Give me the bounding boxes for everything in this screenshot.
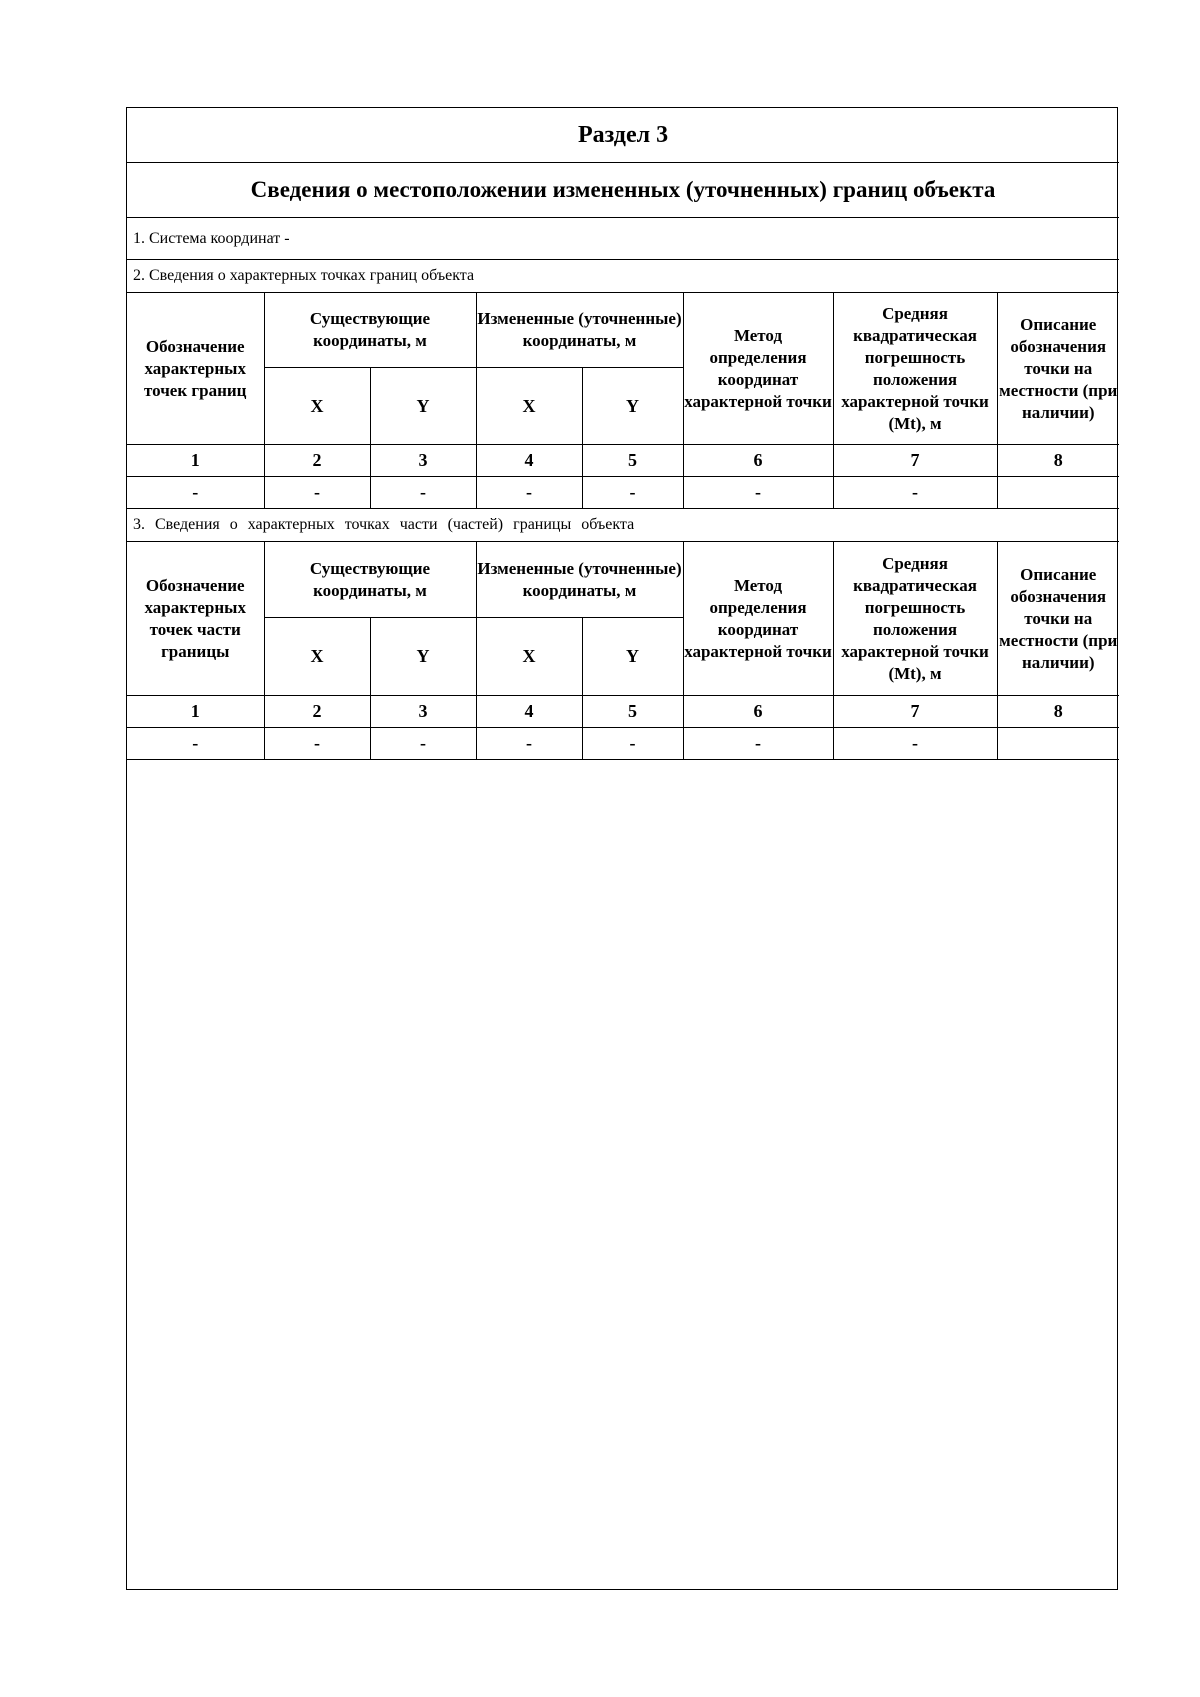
table2-header-y-changed: Y xyxy=(582,618,683,696)
table-cell: - xyxy=(264,477,370,509)
section-title: Раздел 3 xyxy=(127,108,1119,163)
column-number: 6 xyxy=(683,696,833,728)
table-cell: - xyxy=(476,477,582,509)
table2-header-x-existing: X xyxy=(264,618,370,696)
table1-header-x-existing: X xyxy=(264,368,370,445)
table2-header-description: Описание обозначения точки на местности (при наличии) xyxy=(997,542,1119,696)
column-number: 6 xyxy=(683,445,833,477)
coordinate-system: 1. Система координат - xyxy=(127,218,1119,260)
table-cell: - xyxy=(127,728,264,760)
table-row xyxy=(127,477,1119,509)
table2-header-method: Метод определения координат характерной точки xyxy=(683,542,833,696)
table-cell: - xyxy=(370,477,476,509)
section-subtitle: Сведения о местоположении измененных (уточненных) границ объекта xyxy=(127,163,1119,218)
column-number: 3 xyxy=(370,696,476,728)
table-cell: - xyxy=(683,477,833,509)
table1-header-point-designation: Обозначение характерных точек границ xyxy=(127,293,264,445)
table-cell: - xyxy=(476,728,582,760)
column-number: 4 xyxy=(476,696,582,728)
table1-header-error: Средняя квадратическая погрешность положения характерной точки (Mt), м xyxy=(833,293,997,445)
table1-caption: 2. Сведения о характерных точках границ объекта xyxy=(127,260,1119,293)
table-cell: - xyxy=(370,728,476,760)
table2-caption xyxy=(127,509,1119,542)
column-number: 2 xyxy=(264,696,370,728)
column-number: 2 xyxy=(264,445,370,477)
table2-header-point-designation: Обозначение характерных точек части границы xyxy=(127,542,264,696)
table-cell: - xyxy=(582,477,683,509)
table2-header-existing-coords: Существующие координаты, м xyxy=(264,542,476,618)
table1-header-changed-coords: Измененные (уточненные) координаты, м xyxy=(476,293,683,368)
table1-header-x-changed: X xyxy=(476,368,582,445)
table1-header-y-changed: Y xyxy=(582,368,683,445)
table-cell: - xyxy=(683,728,833,760)
table1-header-description: Описание обозначения точки на местности (при наличии) xyxy=(997,293,1119,445)
column-number: 1 xyxy=(127,696,264,728)
section-table xyxy=(127,108,1119,760)
table1-header-existing-coords: Существующие координаты, м xyxy=(264,293,476,368)
table1-column-numbers xyxy=(127,445,1119,477)
table-cell xyxy=(997,728,1119,760)
document-frame xyxy=(126,107,1118,1590)
table-cell: - xyxy=(833,477,997,509)
table2-header-error: Средняя квадратическая погрешность положения характерной точки (Mt), м xyxy=(833,542,997,696)
table-row xyxy=(127,728,1119,760)
column-number: 7 xyxy=(833,445,997,477)
table1-header-y-existing: Y xyxy=(370,368,476,445)
column-number: 3 xyxy=(370,445,476,477)
table2-header-x-changed: X xyxy=(476,618,582,696)
table2-header-y-existing: Y xyxy=(370,618,476,696)
table-cell xyxy=(997,477,1119,509)
column-number: 8 xyxy=(997,696,1119,728)
column-number: 1 xyxy=(127,445,264,477)
table2-column-numbers xyxy=(127,696,1119,728)
table1-header-method: Метод определения координат характерной точки xyxy=(683,293,833,445)
table2-caption-text: 3. Сведения о характерных точках части (частей) границы объекта xyxy=(133,516,635,533)
table-cell: - xyxy=(833,728,997,760)
column-number: 8 xyxy=(997,445,1119,477)
column-number: 5 xyxy=(582,445,683,477)
table-cell: - xyxy=(264,728,370,760)
table-cell: - xyxy=(582,728,683,760)
column-number: 4 xyxy=(476,445,582,477)
column-number: 5 xyxy=(582,696,683,728)
column-number: 7 xyxy=(833,696,997,728)
table2-header-changed-coords: Измененные (уточненные) координаты, м xyxy=(476,542,683,618)
table-cell: - xyxy=(127,477,264,509)
